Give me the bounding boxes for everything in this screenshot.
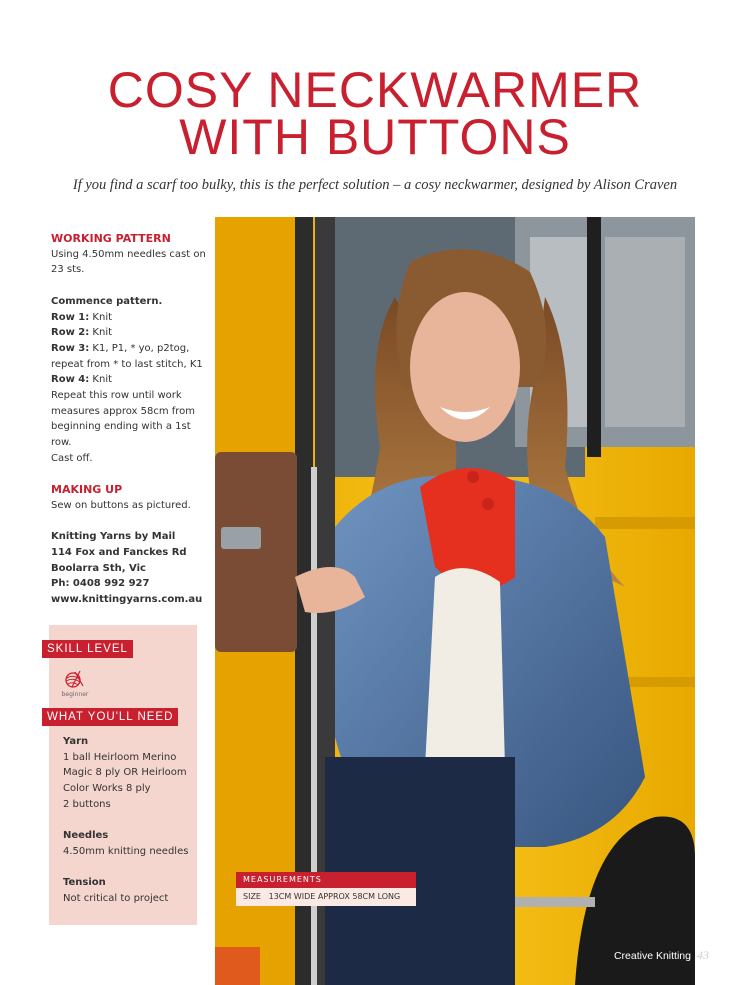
yarn-line: 2 buttons [63, 798, 111, 810]
what-you-need-heading: WHAT YOU'LL NEED [42, 708, 178, 726]
yarn-line: Color Works 8 ply [63, 783, 151, 795]
needles-heading: Needles [63, 830, 109, 842]
tension-text: Not critical to project [63, 893, 169, 904]
row-4: Row 4: Knit [51, 374, 113, 386]
title-line-1: COSY NECKWARMER [107, 62, 643, 118]
making-up-heading: MAKING UP [51, 483, 123, 497]
title-line-2: WITH BUTTONS [179, 109, 571, 165]
magazine-name: Creative Knitting [613, 950, 691, 962]
commence-pattern: Commence pattern. [51, 295, 163, 307]
page-number: 43 [697, 948, 709, 962]
supplier-address-2: Boolarra Sth, Vic [51, 562, 146, 574]
yarn-ball-icon [60, 668, 90, 698]
page-footer [614, 948, 709, 963]
model-photo [215, 217, 695, 985]
row-2: Row 2: Knit [51, 327, 113, 339]
working-pattern-intro: Using 4.50mm needles cast on 23 sts. [51, 248, 206, 276]
repeat-instruction: Repeat this row until work measures approx 58cm from beginning ending with a 1st row. [51, 390, 196, 449]
supplier-address-1: 114 Fox and Fanckes Rd [51, 547, 187, 559]
yarn-line: Magic 8 ply OR Heirloom [63, 767, 187, 779]
tension-heading: Tension [63, 877, 106, 889]
supplier-name: Knitting Yarns by Mail [51, 531, 176, 543]
yarn-heading: Yarn [63, 736, 89, 747]
instructions-column [51, 231, 211, 608]
measurements-heading: MEASUREMENTS [236, 872, 416, 888]
skill-level-heading: SKILL LEVEL [42, 640, 133, 658]
measurements-box [236, 872, 416, 922]
skill-level-value: beginner [61, 691, 89, 698]
needles-text: 4.50mm knitting needles [63, 845, 189, 857]
cast-off: Cast off. [51, 452, 93, 464]
supplier-phone: Ph: 0408 992 927 [51, 578, 150, 590]
row-1: Row 1: Knit [51, 311, 113, 323]
measurements-row: SIZE 13CM WIDE APPROX 58CM LONG [236, 888, 416, 906]
yarn-line: 1 ball Heirloom Merino [63, 751, 177, 763]
supplier-web: www.knittingyarns.com.au [51, 594, 203, 606]
working-pattern-heading: WORKING PATTERN [51, 232, 171, 245]
making-up-text: Sew on buttons as pictured. [51, 499, 191, 511]
row-3: Row 3: K1, P1, * yo, p2tog, repeat from * to last stitch, K1 [51, 342, 203, 370]
what-you-need-list [63, 734, 193, 907]
subtitle: If you find a scarf too bulky, this is the perfect solution – a cosy neckwarmer, designed by Alison Craven [72, 177, 678, 193]
